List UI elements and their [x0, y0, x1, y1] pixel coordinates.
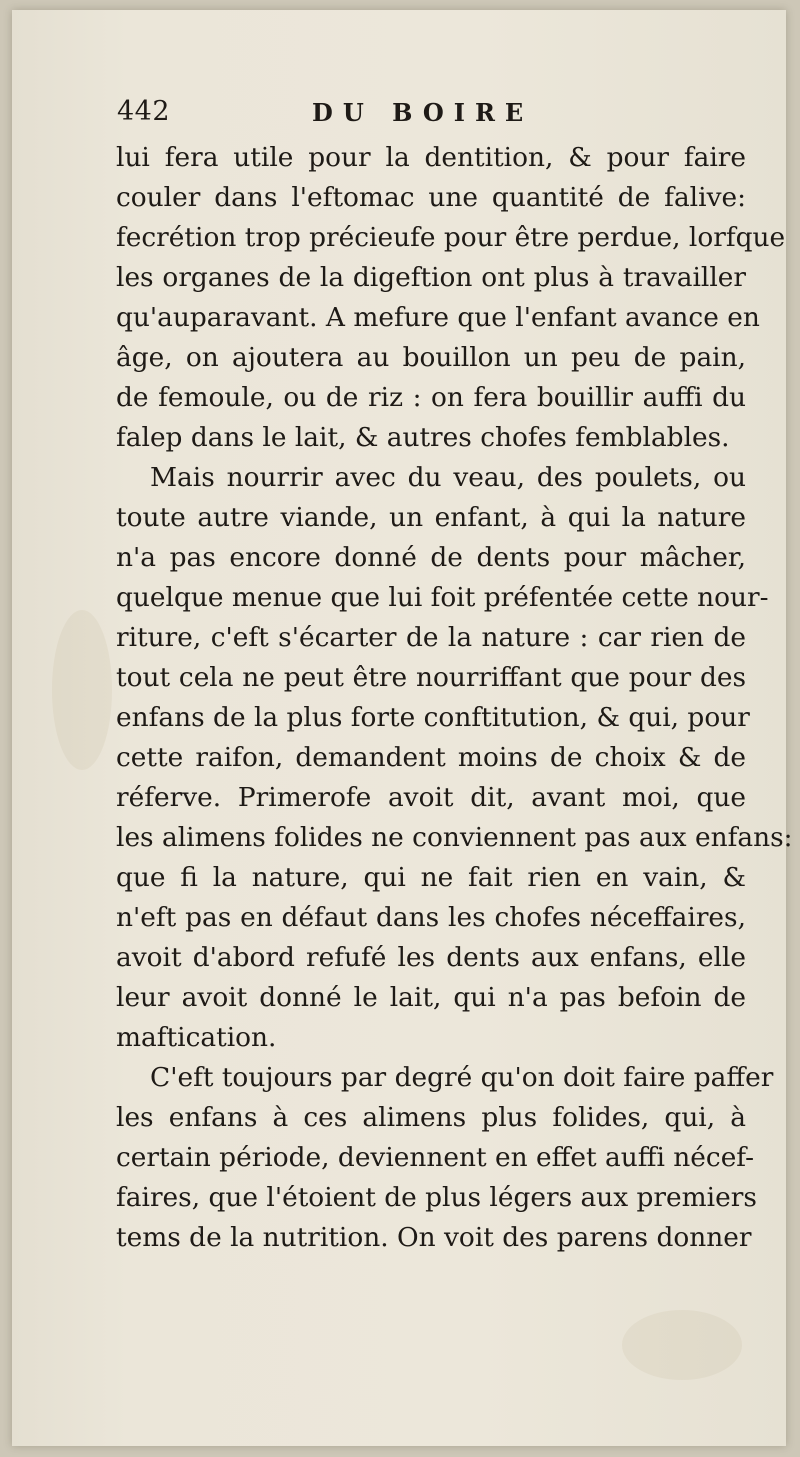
text-line: cette raifon, demandent moins de choix & de [116, 742, 746, 773]
text-line: enfans de la plus forte conftitution, & qui, pour [116, 702, 750, 733]
paper-stain [52, 610, 112, 770]
text-line: de femoule, ou de riz : on fera bouillir auffi du [116, 382, 746, 413]
text-line: âge, on ajoutera au bouillon un peu de pain, [116, 342, 746, 373]
text-line: n'a pas encore donné de dents pour mâcher, [116, 542, 746, 573]
text-line: riture, c'eft s'écarter de la nature : car rien de [116, 622, 746, 653]
text-line: fecrétion trop précieufe pour être perdue, lorfque [116, 222, 786, 253]
text-line: tout cela ne peut être nourriffant que pour des [116, 662, 746, 693]
text-line: falep dans le lait, & autres chofes femblables. [116, 422, 730, 453]
text-line: lui fera utile pour la dentition, & pour faire [116, 142, 746, 173]
text-line: réferve. Primerofe avoit dit, avant moi, que [116, 782, 746, 813]
paragraph-start-line: Mais nourrir avec du veau, des poulets, ou [150, 462, 746, 493]
page-number: 442 [117, 96, 171, 127]
running-title: DU BOIRE [312, 98, 534, 127]
text-line: tems de la nutrition. On voit des parens donner [116, 1222, 752, 1253]
paragraph-start-line: C'eft toujours par degré qu'on doit faire paffer [150, 1062, 774, 1093]
text-line: qu'auparavant. A mefure que l'enfant avance en [116, 302, 760, 333]
text-line: certain période, deviennent en effet auffi nécef- [116, 1142, 755, 1173]
text-line: avoit d'abord refufé les dents aux enfans, elle [116, 942, 746, 973]
text-line: faires, que l'étoient de plus légers aux premiers [116, 1182, 757, 1213]
text-line: toute autre viande, un enfant, à qui la nature [116, 502, 746, 533]
text-line: couler dans l'eftomac une quantité de falive: [116, 182, 746, 213]
text-line: les organes de la digeftion ont plus à travailler [116, 262, 746, 293]
text-line: quelque menue que lui foit préfentée cette nour- [116, 582, 769, 613]
text-line: maftication. [116, 1022, 277, 1053]
text-line: que fi la nature, qui ne fait rien en vain, & [116, 862, 746, 893]
text-line: les enfans à ces alimens plus folides, qui, à [116, 1102, 746, 1133]
text-line: n'eft pas en défaut dans les chofes néceffaires, [116, 902, 746, 933]
running-head [0, 92, 800, 132]
text-line: leur avoit donné le lait, qui n'a pas befoin de [116, 982, 746, 1013]
text-line: les alimens folides ne conviennent pas aux enfans: [116, 822, 793, 853]
paper-stain [622, 1310, 742, 1380]
